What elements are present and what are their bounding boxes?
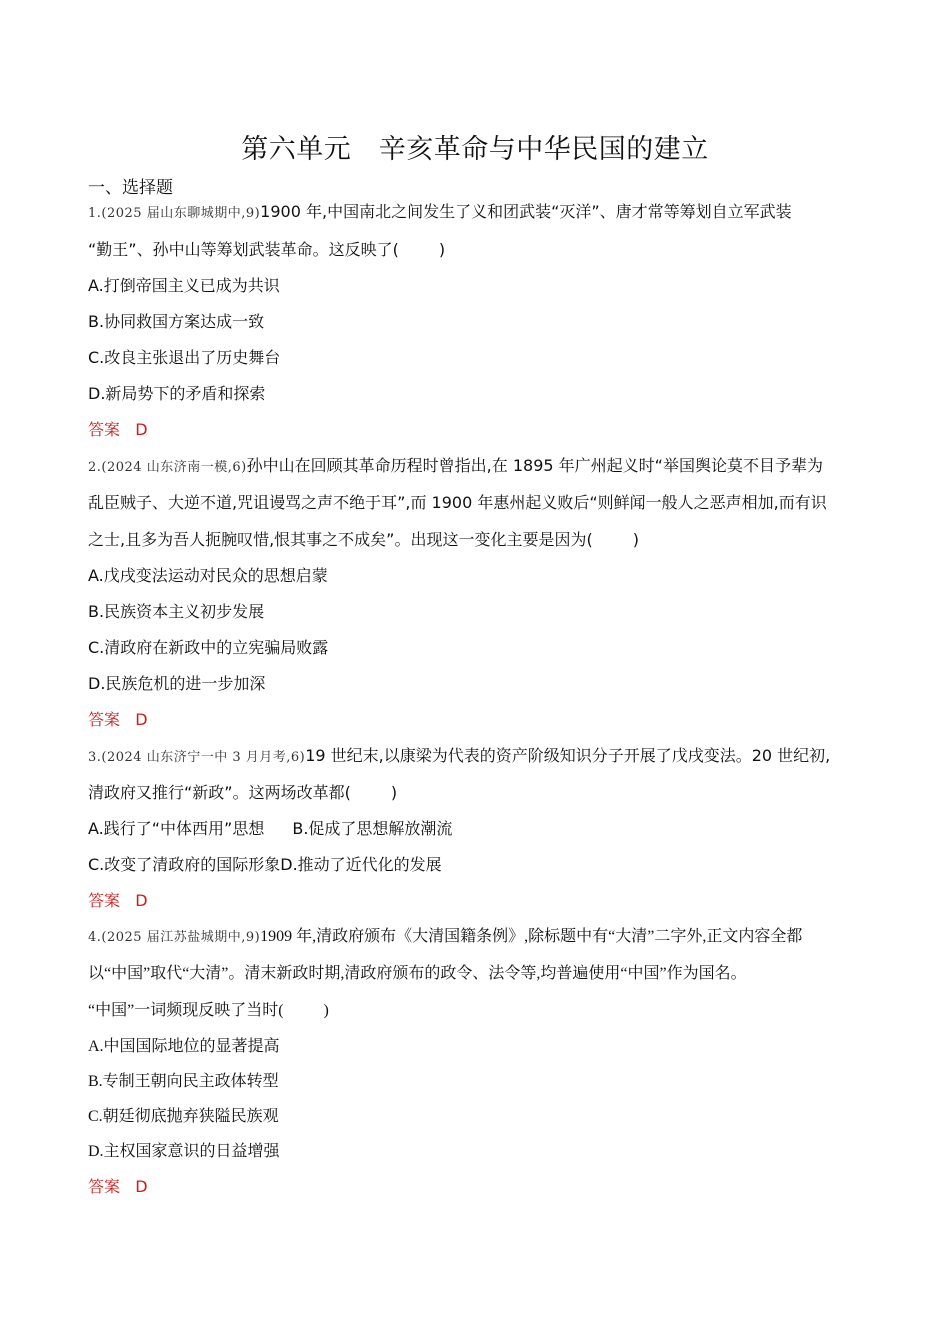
- q3-option-b: B.促成了思想解放潮流: [292, 819, 453, 838]
- q4-paren-close: ): [323, 1002, 329, 1019]
- q4-line-1: [88, 926, 802, 949]
- q4-answer-value: D: [135, 1177, 148, 1196]
- q2-line-1: [88, 455, 823, 479]
- q2-option-c: C.清政府在新政中的立宪骗局败露: [88, 638, 329, 657]
- page-title: 第六单元 辛亥革命与中华民国的建立: [241, 134, 709, 165]
- q2-option-d: D.民族危机的进一步加深: [88, 674, 266, 693]
- q3-source: 3.(2024 山东济宁一中 3 月月考,6): [88, 750, 306, 765]
- q2-text-3: 之士,且多为吾人扼腕叹惜,恨其事之不成矣”。出现这一变化主要是因为(: [88, 530, 593, 549]
- q4-option-d: D.主权国家意识的日益增强: [88, 1143, 280, 1160]
- q1-paren-close: ): [438, 240, 446, 259]
- q1-option-d: D.新局势下的矛盾和探索: [88, 384, 266, 403]
- q1-line-2: [88, 239, 445, 261]
- q2-paren-close: ): [632, 530, 639, 549]
- q1-answer-value: D: [135, 420, 148, 439]
- q3-answer-value: D: [135, 891, 148, 910]
- q3-options-row-2: [88, 854, 442, 876]
- q4-line-3: [88, 1000, 329, 1022]
- q2-option-b: B.民族资本主义初步发展: [88, 602, 265, 621]
- q1-option-a: A.打倒帝国主义已成为共识: [88, 276, 280, 295]
- q1-text-1: 1900 年,中国南北之间发生了义和团武装“灭洋”、唐才常等筹划自立军武装: [260, 202, 792, 221]
- q3-option-d: D.推动了近代化的发展: [280, 855, 442, 874]
- q1-option-b: B.协同救国方案达成一致: [88, 312, 265, 331]
- q2-option-a: A.戊戌变法运动对民众的思想启蒙: [88, 566, 328, 585]
- q1-source: 1.(2025 届山东聊城期中,9): [88, 206, 261, 221]
- q4-option-a: A.中国国际地位的显著提高: [88, 1038, 280, 1055]
- q3-text-2: 清政府又推行“新政”。这两场改革都(: [88, 783, 351, 802]
- q4-option-b: B.专制王朝向民主政体转型: [88, 1073, 279, 1090]
- q2-line-3: [88, 529, 639, 551]
- q4-option-c: C.朝廷彻底抛弃狭隘民族观: [88, 1108, 279, 1125]
- q4-answer: [88, 1176, 148, 1198]
- q3-line-2: [88, 782, 397, 804]
- q2-answer-value: D: [135, 710, 148, 729]
- q1-line-1: [88, 201, 792, 225]
- q2-answer: [88, 709, 148, 731]
- q3-line-1: [88, 745, 830, 769]
- q4-line-2: 以“中国”取代“大清”。清末新政时期,清政府颁布的政令、法令等,均普遍使用“中国”作为国名。: [88, 965, 747, 982]
- q2-source: 2.(2024 山东济南一模,6): [88, 460, 247, 475]
- section-heading: 一、选择题: [88, 178, 173, 198]
- q2-text-1: 孙中山在回顾其革命历程时曾指出,在 1895 年广州起义时“举国舆论莫不目予辈为: [246, 456, 823, 475]
- q1-option-c: C.改良主张退出了历史舞台: [88, 348, 281, 367]
- q4-answer-label: 答案: [88, 1177, 121, 1196]
- q4-source: 4.(2025 届江苏盐城期中,9): [88, 930, 261, 945]
- q2-answer-label: 答案: [88, 710, 121, 729]
- q4-text-3: “中国”一词频现反映了当时(: [88, 1002, 284, 1019]
- q4-text-1: 1909 年,清政府颁布《大清国籍条例》,除标题中有“大清”二字外,正文内容全都: [260, 928, 803, 945]
- q1-answer-label: 答案: [88, 420, 121, 439]
- q3-option-c: C.改变了清政府的国际形象: [88, 855, 281, 874]
- q3-answer-label: 答案: [88, 891, 121, 910]
- q3-options-row-1: [88, 818, 452, 840]
- q2-line-2: 乱臣贼子、大逆不道,咒诅谩骂之声不绝于耳”,而 1900 年惠州起义败后“则鲜闻一般人之恶声相加,而有识: [88, 493, 827, 512]
- q3-paren-close: ): [390, 783, 398, 802]
- q3-text-1: 19 世纪末,以康梁为代表的资产阶级知识分子开展了戊戌变法。20 世纪初,: [305, 746, 831, 765]
- q3-option-a: A.践行了“中体西用”思想: [88, 819, 265, 838]
- q3-answer: [88, 890, 148, 912]
- q1-text-2: “勤王”、孙中山等筹划武装革命。这反映了(: [88, 240, 399, 259]
- q1-answer: [88, 419, 148, 441]
